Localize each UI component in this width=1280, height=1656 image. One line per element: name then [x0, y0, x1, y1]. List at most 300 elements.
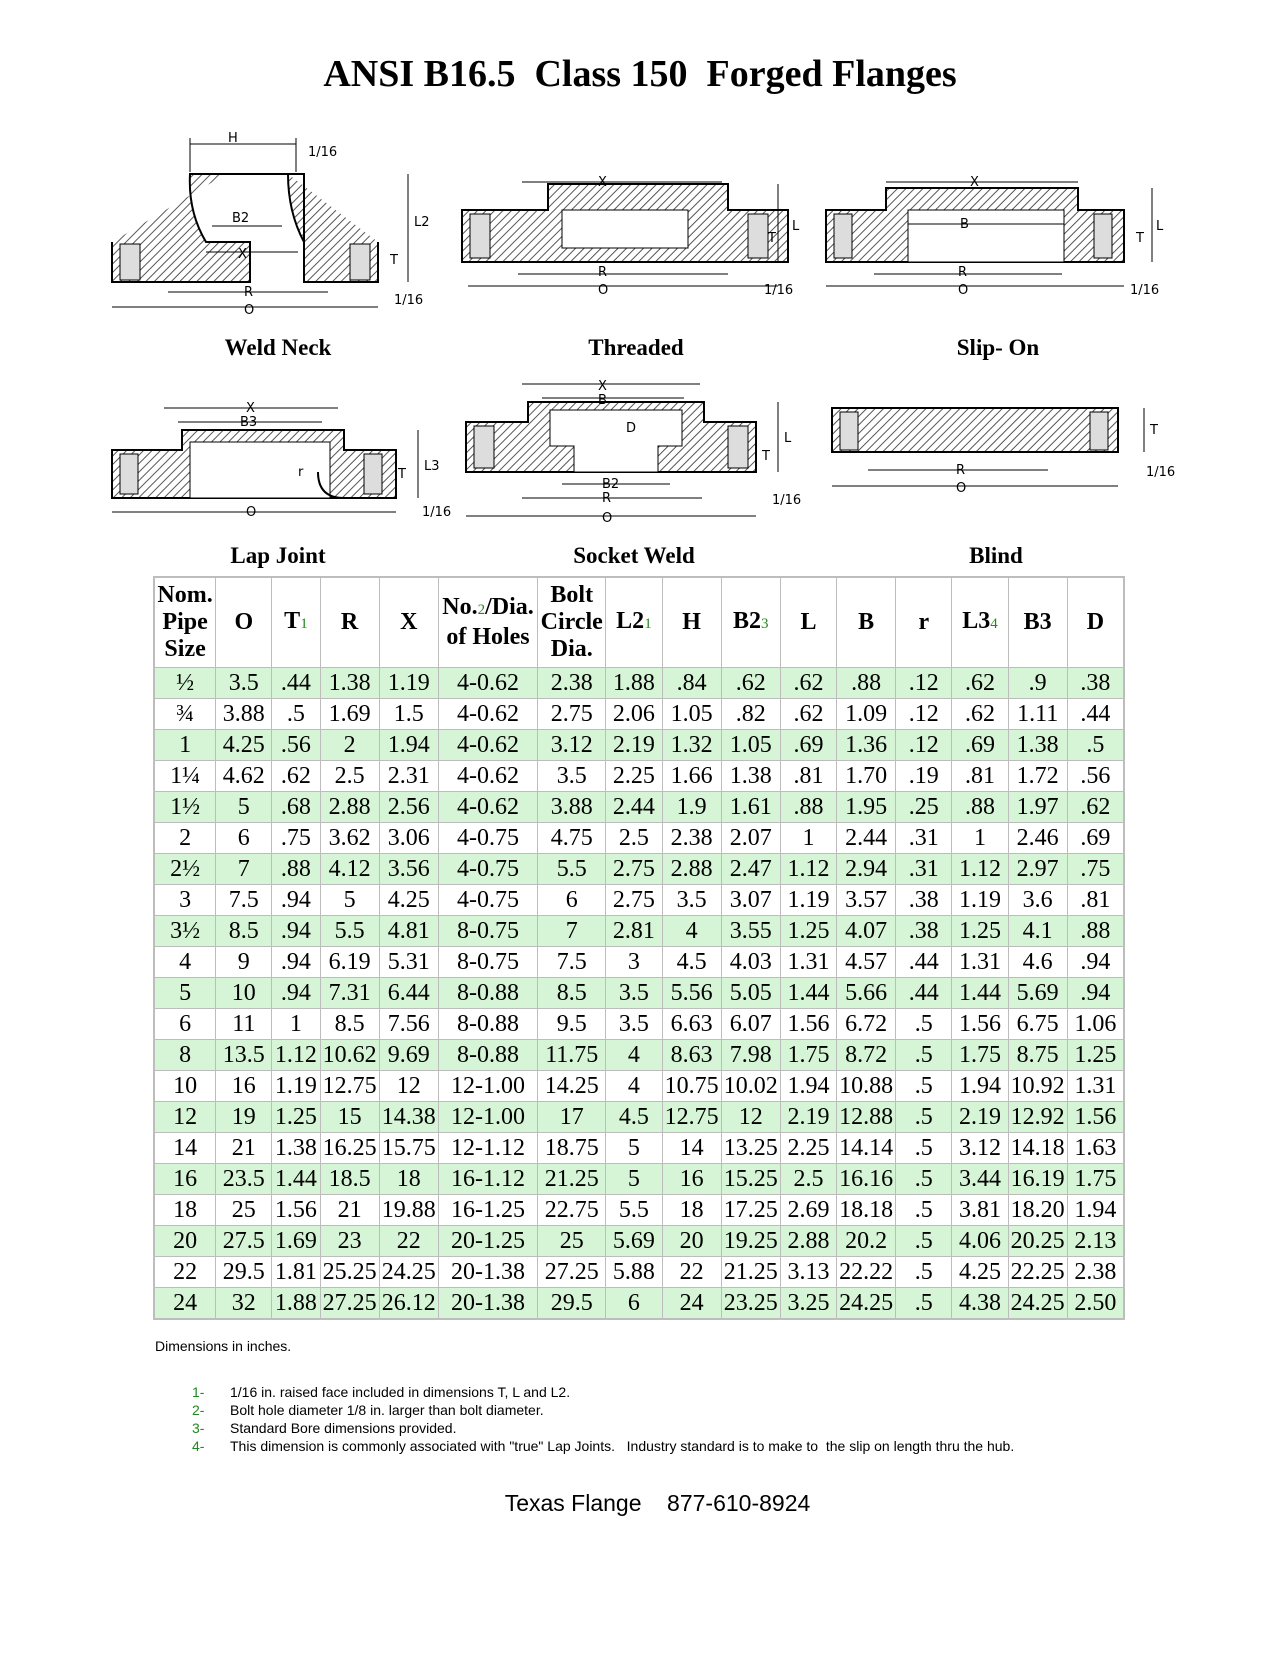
table-cell: .62: [781, 668, 836, 698]
table-cell: 8.63: [663, 1040, 721, 1070]
table-cell: 1: [952, 823, 1007, 853]
contact-line: Texas Flange 877-610-8924: [504, 1490, 811, 1516]
table-cell: 2.25: [781, 1133, 836, 1163]
column-header: [439, 578, 537, 667]
column-header-text: No.: [442, 594, 478, 620]
table-cell: 1.97: [1009, 792, 1067, 822]
table-cell: 1.9: [663, 792, 721, 822]
table-cell: 4-0.75: [439, 854, 537, 884]
footnote-ref: 2: [477, 602, 486, 618]
dim-label: T: [1136, 231, 1144, 246]
dim-label: B3: [240, 415, 258, 430]
dim-label: R: [598, 265, 608, 280]
table-cell: 19.25: [722, 1226, 780, 1256]
table-cell: .69: [1068, 823, 1123, 853]
table-cell: .62: [272, 761, 319, 791]
table-cell: .25: [896, 792, 951, 822]
table-cell: 2.44: [606, 792, 661, 822]
table-cell: 12: [722, 1102, 780, 1132]
table-cell: 2.88: [781, 1226, 836, 1256]
table-cell: .44: [896, 978, 951, 1008]
column-header-text: Dia.: [550, 636, 593, 662]
table-cell: 1.32: [663, 730, 721, 760]
table-cell: 1.11: [1009, 699, 1067, 729]
table-cell: 26.12: [380, 1288, 438, 1318]
dim-label: 1/16: [764, 283, 794, 298]
table-cell: 1.94: [1068, 1195, 1123, 1225]
column-header: [321, 578, 379, 667]
table-cell: 6.63: [663, 1009, 721, 1039]
table-cell: 8-0.88: [439, 1040, 537, 1070]
dim-label: L: [1156, 219, 1164, 234]
table-row: [155, 761, 1123, 791]
table-cell: 2.07: [722, 823, 780, 853]
table-cell: 3.88: [216, 699, 271, 729]
table-cell: 5: [155, 978, 215, 1008]
table-cell: 7.5: [538, 947, 605, 977]
table-cell: 2: [155, 823, 215, 853]
column-header-text: r: [918, 609, 930, 635]
table-cell: 24.25: [1009, 1288, 1067, 1318]
table-cell: .38: [1068, 668, 1123, 698]
table-cell: 4.5: [606, 1102, 661, 1132]
table-cell: 1.56: [1068, 1102, 1123, 1132]
dim-label: 1/16: [1146, 465, 1176, 480]
table-cell: .81: [781, 761, 836, 791]
table-cell: 6: [606, 1288, 661, 1318]
table-cell: 1¼: [155, 761, 215, 791]
table-cell: 2.38: [538, 668, 605, 698]
dim-label: R: [602, 491, 612, 506]
slip-on-label: Slip- On: [956, 335, 1040, 360]
table-cell: 1.38: [321, 668, 379, 698]
footnote-text: This dimension is commonly associated with "true" Lap Joints. Industry standard is to make to the slip on length thru the hub.: [230, 1438, 1015, 1454]
table-cell: 2.19: [952, 1102, 1007, 1132]
table-row: [155, 916, 1123, 946]
dim-label: 1/16: [772, 493, 802, 508]
table-cell: 1½: [155, 792, 215, 822]
table-cell: 4.25: [380, 885, 438, 915]
table-cell: 1.12: [272, 1040, 319, 1070]
table-cell: 8.5: [538, 978, 605, 1008]
table-cell: .31: [896, 854, 951, 884]
table-cell: 9.69: [380, 1040, 438, 1070]
table-row: [155, 730, 1123, 760]
weld-neck-diagram: [108, 132, 448, 328]
table-cell: 3½: [155, 916, 215, 946]
table-cell: 8-0.88: [439, 978, 537, 1008]
table-cell: 1.95: [837, 792, 895, 822]
table-cell: 24: [155, 1288, 215, 1318]
dim-label: 1/16: [422, 505, 452, 520]
column-header: [1068, 578, 1123, 667]
table-cell: 2.75: [606, 854, 661, 884]
table-cell: .75: [272, 823, 319, 853]
table-cell: 6.72: [837, 1009, 895, 1039]
table-cell: 10.92: [1009, 1071, 1067, 1101]
column-header-text: R: [340, 609, 359, 635]
table-cell: 1.69: [321, 699, 379, 729]
table-cell: 22.22: [837, 1257, 895, 1287]
table-cell: 2.97: [1009, 854, 1067, 884]
table-cell: 15: [321, 1102, 379, 1132]
table-cell: 2.38: [663, 823, 721, 853]
dim-label: T: [762, 449, 770, 464]
column-header-text: Bolt: [550, 582, 594, 608]
table-cell: 24: [663, 1288, 721, 1318]
table-cell: 4.5: [663, 947, 721, 977]
table-cell: 3.5: [606, 978, 661, 1008]
table-cell: 9: [216, 947, 271, 977]
table-row: [155, 1195, 1123, 1225]
socket-weld-label: Socket Weld: [573, 543, 695, 568]
table-cell: .81: [1068, 885, 1123, 915]
table-cell: 2: [321, 730, 379, 760]
table-cell: 1.05: [663, 699, 721, 729]
table-row: [155, 1288, 1123, 1318]
table-row: [155, 1102, 1123, 1132]
dim-label: D: [626, 421, 637, 436]
table-cell: 23.5: [216, 1164, 271, 1194]
table-cell: 14.14: [837, 1133, 895, 1163]
table-cell: ½: [155, 668, 215, 698]
table-cell: .44: [896, 947, 951, 977]
table-cell: 9.5: [538, 1009, 605, 1039]
footnote-number: 4-: [192, 1438, 205, 1454]
column-header-text: L2: [616, 607, 645, 634]
slip-on-diagram: [822, 170, 1172, 298]
table-cell: 22.75: [538, 1195, 605, 1225]
table-cell: .62: [1068, 792, 1123, 822]
table-row: [155, 1257, 1123, 1287]
table-cell: 1.19: [952, 885, 1007, 915]
table-cell: .94: [272, 947, 319, 977]
column-header-text: D: [1086, 609, 1105, 635]
table-cell: 2.94: [837, 854, 895, 884]
table-cell: 1.25: [952, 916, 1007, 946]
column-header-text: /Dia.: [485, 594, 534, 620]
table-cell: 2.75: [538, 699, 605, 729]
table-cell: 8-0.88: [439, 1009, 537, 1039]
table-cell: .88: [837, 668, 895, 698]
table-cell: 1.66: [663, 761, 721, 791]
table-cell: .94: [1068, 978, 1123, 1008]
table-cell: 24.25: [837, 1288, 895, 1318]
table-cell: 1.44: [781, 978, 836, 1008]
table-cell: 23.25: [722, 1288, 780, 1318]
table-cell: 1.36: [837, 730, 895, 760]
table-cell: 2.56: [380, 792, 438, 822]
column-header: [722, 578, 780, 667]
table-cell: 20-1.38: [439, 1288, 537, 1318]
column-header-text: T: [284, 607, 301, 634]
table-row: [155, 1040, 1123, 1070]
dim-label: 1/16: [394, 293, 424, 308]
table-cell: 5.05: [722, 978, 780, 1008]
table-cell: 2.88: [321, 792, 379, 822]
table-cell: 1.31: [952, 947, 1007, 977]
table-cell: 7.5: [216, 885, 271, 915]
table-cell: .94: [272, 885, 319, 915]
table-cell: 24.25: [380, 1257, 438, 1287]
table-row: [155, 1164, 1123, 1194]
table-cell: 5.88: [606, 1257, 661, 1287]
table-cell: 1.88: [606, 668, 661, 698]
dim-label: L: [792, 219, 800, 234]
table-cell: 10: [155, 1071, 215, 1101]
table-cell: 2.06: [606, 699, 661, 729]
column-header: [155, 578, 215, 667]
table-cell: .68: [272, 792, 319, 822]
table-cell: 2.75: [606, 885, 661, 915]
table-cell: .5: [896, 1257, 951, 1287]
table-cell: 1.12: [781, 854, 836, 884]
table-cell: 3.88: [538, 792, 605, 822]
table-cell: .44: [272, 668, 319, 698]
table-cell: .5: [896, 1102, 951, 1132]
table-row: [155, 885, 1123, 915]
table-cell: 4.25: [952, 1257, 1007, 1287]
footnote-ref: 1: [644, 615, 652, 632]
table-cell: .81: [952, 761, 1007, 791]
table-cell: 7.98: [722, 1040, 780, 1070]
table-cell: 18.75: [538, 1133, 605, 1163]
table-cell: .88: [1068, 916, 1123, 946]
table-cell: 4.07: [837, 916, 895, 946]
table-cell: 18.5: [321, 1164, 379, 1194]
table-cell: 12.92: [1009, 1102, 1067, 1132]
table-cell: 5: [321, 885, 379, 915]
table-cell: 14.38: [380, 1102, 438, 1132]
footnote-ref: 3: [761, 615, 769, 632]
table-cell: 13.25: [722, 1133, 780, 1163]
table-cell: .88: [781, 792, 836, 822]
table-cell: 8.5: [216, 916, 271, 946]
column-header-text: of Holes: [446, 624, 530, 650]
table-cell: 1.70: [837, 761, 895, 791]
table-cell: 4.12: [321, 854, 379, 884]
table-cell: 1.06: [1068, 1009, 1123, 1039]
table-cell: 2.19: [781, 1102, 836, 1132]
table-cell: 18: [663, 1195, 721, 1225]
dim-label: X: [598, 379, 607, 394]
table-cell: .88: [952, 792, 1007, 822]
table-cell: 12.88: [837, 1102, 895, 1132]
table-cell: 4.06: [952, 1226, 1007, 1256]
table-cell: 7.56: [380, 1009, 438, 1039]
weld-neck-label: Weld Neck: [224, 335, 332, 360]
dimensions-note: Dimensions in inches.: [155, 1338, 292, 1354]
table-cell: 5: [606, 1164, 661, 1194]
footnote-ref: 4: [990, 615, 998, 632]
column-header-text: Nom.: [157, 582, 213, 608]
table-cell: 4: [155, 947, 215, 977]
table-cell: 1.44: [952, 978, 1007, 1008]
table-cell: 2.5: [606, 823, 661, 853]
table-row: [155, 792, 1123, 822]
dim-label: r: [298, 465, 304, 480]
table-cell: 10.88: [837, 1071, 895, 1101]
table-row: [155, 823, 1123, 853]
column-header: [272, 578, 319, 667]
table-cell: 21.25: [722, 1257, 780, 1287]
table-cell: 5.5: [538, 854, 605, 884]
table-cell: .5: [896, 1226, 951, 1256]
table-cell: 5.69: [1009, 978, 1067, 1008]
column-header: [952, 578, 1007, 667]
table-cell: 1.56: [781, 1009, 836, 1039]
table-cell: 12-1.00: [439, 1071, 537, 1101]
table-cell: 22: [663, 1257, 721, 1287]
table-cell: 1.72: [1009, 761, 1067, 791]
table-cell: 1: [781, 823, 836, 853]
table-cell: 2.88: [663, 854, 721, 884]
table-cell: 5: [216, 792, 271, 822]
dim-label: T: [390, 253, 398, 268]
table-cell: 1.75: [781, 1040, 836, 1070]
table-cell: .75: [1068, 854, 1123, 884]
table-cell: .5: [896, 1164, 951, 1194]
table-cell: 16: [663, 1164, 721, 1194]
table-cell: 13.5: [216, 1040, 271, 1070]
table-cell: 25.25: [321, 1257, 379, 1287]
table-cell: 3: [155, 885, 215, 915]
table-cell: 1.94: [952, 1071, 1007, 1101]
table-cell: 15.25: [722, 1164, 780, 1194]
table-cell: 2.5: [781, 1164, 836, 1194]
dim-label: T: [1150, 423, 1158, 438]
table-cell: 12: [380, 1071, 438, 1101]
table-cell: 3.56: [380, 854, 438, 884]
table-cell: 12-1.12: [439, 1133, 537, 1163]
dim-label: O: [956, 481, 967, 496]
table-cell: 3: [606, 947, 661, 977]
table-cell: 1: [272, 1009, 319, 1039]
table-cell: 18: [155, 1195, 215, 1225]
table-cell: 27.5: [216, 1226, 271, 1256]
lap-joint-diagram: [108, 392, 458, 520]
dim-label: X: [238, 247, 247, 262]
table-cell: 5: [606, 1133, 661, 1163]
column-header: [538, 578, 605, 667]
table-cell: 16-1.12: [439, 1164, 537, 1194]
table-cell: 18: [380, 1164, 438, 1194]
column-header-text: Pipe: [162, 609, 208, 635]
table-cell: .12: [896, 668, 951, 698]
table-cell: 4.1: [1009, 916, 1067, 946]
footnote-text: Bolt hole diameter 1/8 in. larger than bolt diameter.: [230, 1402, 544, 1418]
table-cell: .38: [896, 885, 951, 915]
table-cell: 3.12: [952, 1133, 1007, 1163]
table-cell: 1.31: [1068, 1071, 1123, 1101]
table-cell: .62: [952, 699, 1007, 729]
table-cell: 2.5: [321, 761, 379, 791]
dim-label: R: [958, 265, 968, 280]
blind-label: Blind: [969, 543, 1023, 568]
table-cell: 1.25: [781, 916, 836, 946]
table-cell: 16.16: [837, 1164, 895, 1194]
table-cell: 3.6: [1009, 885, 1067, 915]
dim-label: R: [956, 463, 966, 478]
table-cell: 3.81: [952, 1195, 1007, 1225]
column-header: [1009, 578, 1067, 667]
table-cell: 3.07: [722, 885, 780, 915]
table-cell: 4-0.62: [439, 792, 537, 822]
table-cell: 4-0.62: [439, 699, 537, 729]
table-row: [155, 978, 1123, 1008]
table-cell: .5: [272, 699, 319, 729]
table-cell: 1: [155, 730, 215, 760]
footnote-number: 1-: [192, 1384, 205, 1400]
dim-label: T: [398, 467, 406, 482]
table-cell: 1.09: [837, 699, 895, 729]
table-cell: 17.25: [722, 1195, 780, 1225]
table-cell: ¾: [155, 699, 215, 729]
table-cell: 2.46: [1009, 823, 1067, 853]
dim-label: L: [784, 431, 792, 446]
table-cell: 4: [663, 916, 721, 946]
column-header-text: Circle: [540, 609, 603, 635]
table-cell: 12.75: [321, 1071, 379, 1101]
dim-label: O: [598, 283, 609, 298]
table-cell: 1.25: [272, 1102, 319, 1132]
table-cell: .62: [722, 668, 780, 698]
table-cell: 5.31: [380, 947, 438, 977]
table-cell: 21: [321, 1195, 379, 1225]
table-cell: 2.19: [606, 730, 661, 760]
table-cell: 20-1.38: [439, 1257, 537, 1287]
table-cell: 1.56: [952, 1009, 1007, 1039]
dim-label: O: [244, 303, 255, 318]
table-row: [155, 668, 1123, 698]
dim-label: R: [244, 285, 254, 300]
table-cell: .94: [272, 978, 319, 1008]
table-cell: 2.31: [380, 761, 438, 791]
dim-label: X: [970, 175, 979, 190]
table-cell: .9: [1009, 668, 1067, 698]
table-cell: 5.69: [606, 1226, 661, 1256]
table-cell: 6.07: [722, 1009, 780, 1039]
table-cell: .84: [663, 668, 721, 698]
table-cell: 19: [216, 1102, 271, 1132]
dim-label: B2: [232, 211, 250, 226]
dim-label: O: [602, 511, 613, 526]
dim-label: B2: [602, 477, 620, 492]
column-header: [216, 578, 271, 667]
dim-label: L3: [424, 459, 440, 474]
table-cell: 5.5: [606, 1195, 661, 1225]
table-cell: 7: [216, 854, 271, 884]
table-cell: .62: [952, 668, 1007, 698]
table-cell: 16-1.25: [439, 1195, 537, 1225]
table-cell: .69: [781, 730, 836, 760]
table-cell: .31: [896, 823, 951, 853]
table-cell: 12: [155, 1102, 215, 1132]
footnote-number: 2-: [192, 1402, 205, 1418]
table-cell: 32: [216, 1288, 271, 1318]
table-cell: .12: [896, 699, 951, 729]
dim-label: X: [598, 175, 607, 190]
dim-label: H: [228, 131, 238, 146]
table-cell: 16.25: [321, 1133, 379, 1163]
table-cell: 4-0.62: [439, 668, 537, 698]
table-cell: 16.19: [1009, 1164, 1067, 1194]
table-cell: 3.62: [321, 823, 379, 853]
table-cell: 17: [538, 1102, 605, 1132]
table-cell: 4-0.62: [439, 761, 537, 791]
table-cell: 8.75: [1009, 1040, 1067, 1070]
dim-label: O: [958, 283, 969, 298]
